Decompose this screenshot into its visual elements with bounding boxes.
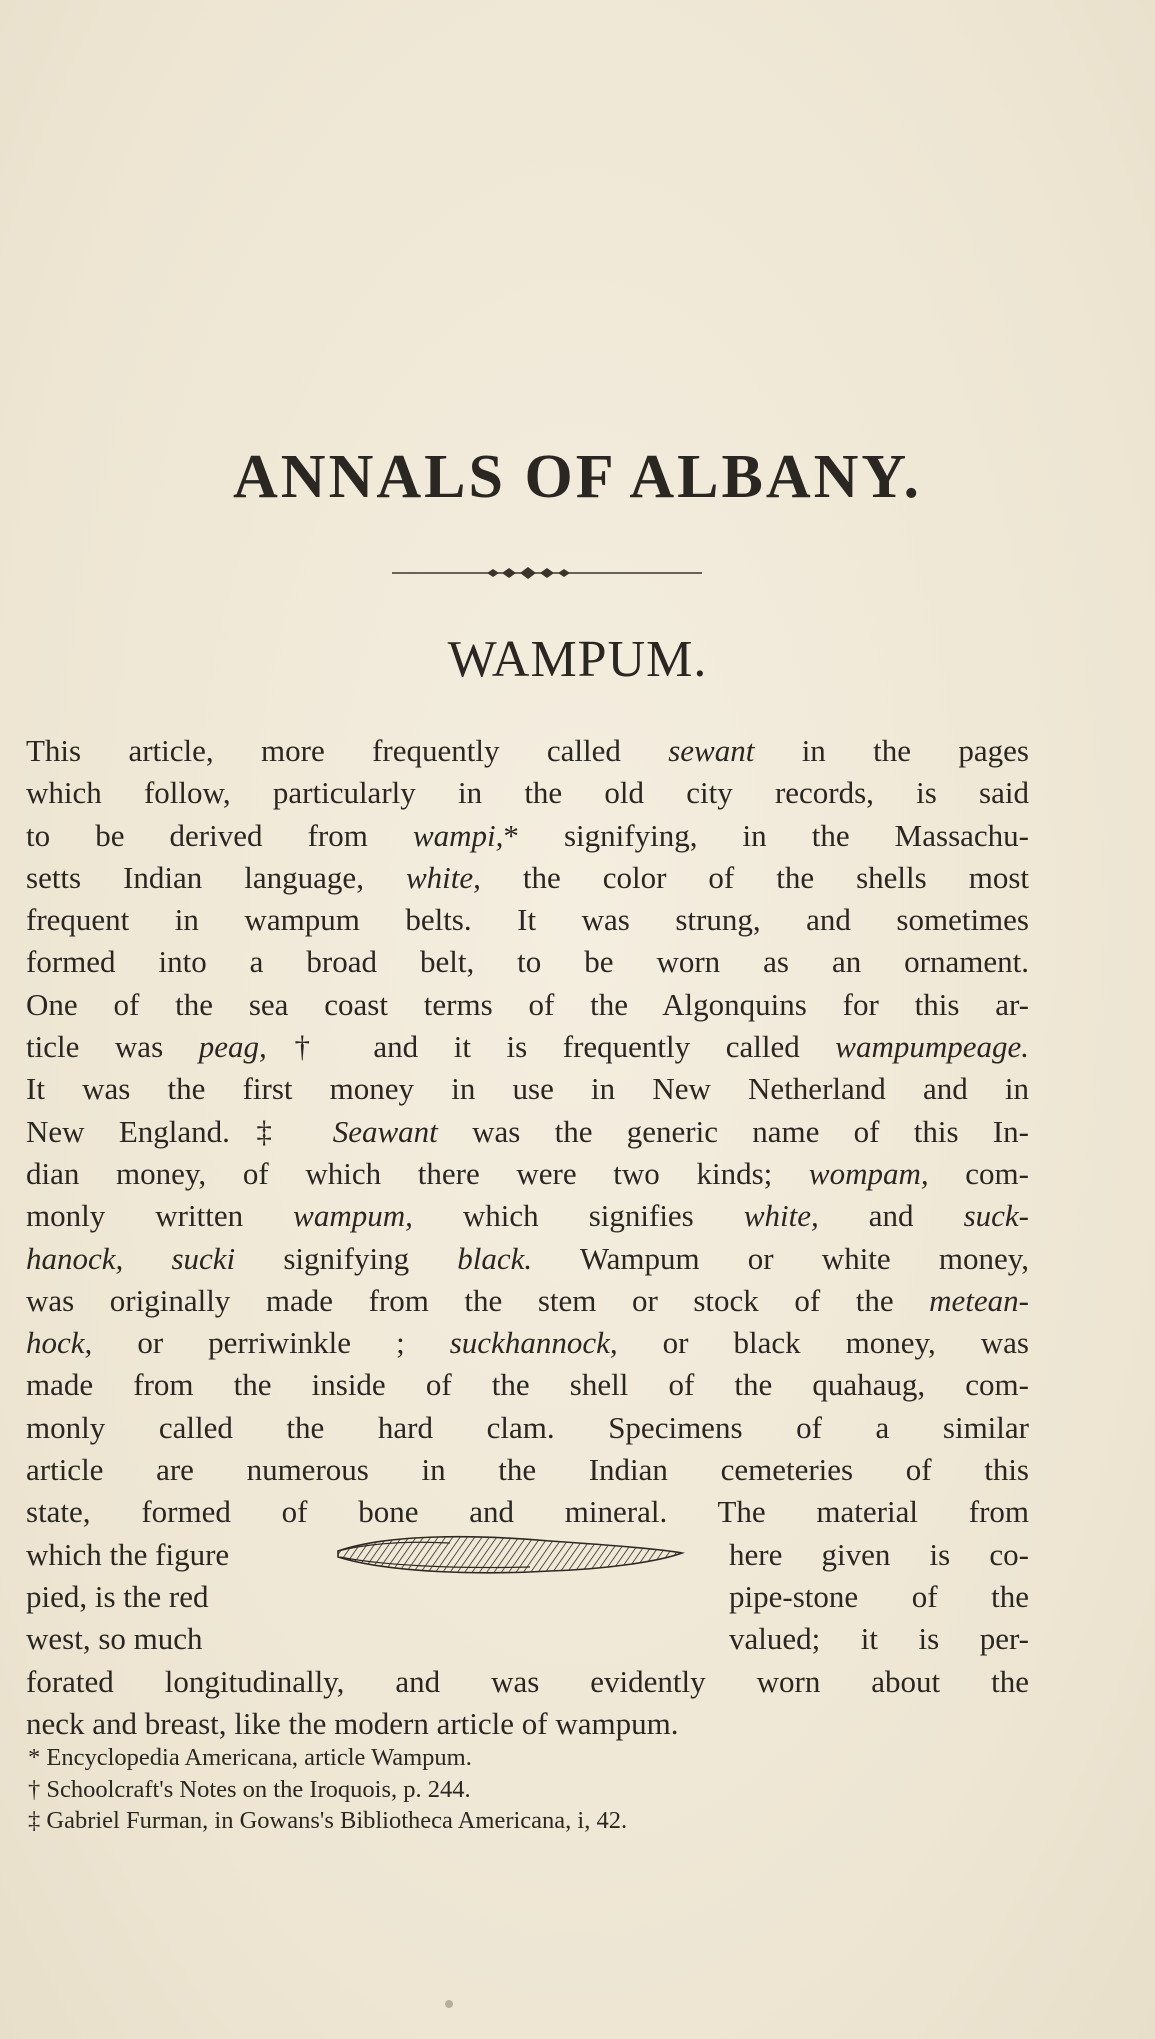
text-run: the color of the shells most	[480, 859, 1029, 895]
body-line	[26, 1068, 1029, 1110]
text-run: in the pages	[754, 733, 1029, 768]
italic-term: peag,	[198, 1029, 267, 1065]
tail-lines	[26, 1661, 1029, 1746]
body-lines	[26, 730, 1029, 1534]
ornament-divider	[392, 566, 702, 580]
text-run: or perriwinkle ;	[92, 1325, 450, 1361]
text-run: * signifying, in the Massachu-	[503, 817, 1029, 853]
figure-row-right: valued; it is per-	[729, 1621, 1029, 1657]
body-line: forated longitudinally, and was evidently worn about the	[26, 1663, 1029, 1699]
italic-term: white,	[405, 859, 481, 895]
footnote-2: † Schoolcraft's Notes on the Iroquois, p. 244.	[28, 1775, 471, 1803]
italic-term: wampi,	[412, 817, 504, 853]
text-run: dian money, of which there were two kinds;	[26, 1155, 809, 1191]
text-run: state, formed of bone and mineral. The material from	[26, 1494, 1029, 1530]
italic-term: wampum,	[293, 1198, 413, 1234]
body-line	[26, 1407, 1029, 1449]
body-line	[26, 1322, 1029, 1364]
italic-term: Seawant	[332, 1113, 438, 1149]
text-run: monly called the hard clam. Specimens of a similar	[26, 1409, 1029, 1445]
body-line	[26, 1195, 1029, 1237]
footnote-1: * Encyclopedia Americana, article Wampum.	[28, 1744, 472, 1771]
italic-term: white,	[743, 1198, 819, 1234]
text-run: to be derived from	[26, 817, 413, 853]
italic-term: metean-	[929, 1282, 1029, 1318]
body-line	[26, 1449, 1029, 1491]
figure-row-left: which the figure	[26, 1536, 230, 1572]
text-run: or black money, was	[617, 1325, 1029, 1361]
text-run: article are numerous in the Indian cemeteries of this	[26, 1452, 1029, 1488]
figure-row-left: pied, is the red	[26, 1578, 209, 1614]
text-run: formed into a broad belt, to be worn as an ornament.	[26, 944, 1029, 980]
figure-row	[26, 1618, 1029, 1660]
body-line	[26, 730, 1029, 772]
figure-row-left: west, so much	[26, 1621, 203, 1657]
italic-term: hanock, sucki	[26, 1240, 236, 1276]
text-run: † and it is frequently called	[266, 1029, 836, 1065]
body-line	[26, 772, 1029, 814]
italic-term: wompam,	[808, 1155, 929, 1191]
section-heading: WAMPUM.	[447, 631, 708, 688]
italic-term: black.	[457, 1240, 533, 1276]
body-line	[26, 1026, 1029, 1068]
text-run: One of the sea coast terms of the Algonquins for this ar-	[26, 986, 1029, 1022]
body-line	[26, 984, 1029, 1026]
body-line	[26, 899, 1029, 941]
body-line	[26, 1111, 1029, 1153]
italic-term: wampumpeage.	[835, 1029, 1029, 1065]
text-run: was the generic name of this In-	[437, 1113, 1030, 1149]
text-run: signifying	[235, 1240, 458, 1276]
text-run: Wampum or white money,	[532, 1240, 1029, 1276]
text-run: This article, more frequently called	[26, 733, 669, 768]
page-blemish	[445, 2000, 453, 2008]
italic-term: suckhannock,	[449, 1325, 618, 1361]
footnotes	[28, 1742, 627, 1837]
text-run: and	[818, 1198, 964, 1234]
text-run: was originally made from the stem or stock of the	[26, 1282, 930, 1318]
text-run: setts Indian language,	[26, 859, 406, 895]
body-line	[26, 1364, 1029, 1406]
text-run: It was the first money in use in New Netherland and in	[26, 1071, 1029, 1107]
text-run: New England.‡	[26, 1113, 333, 1149]
wampum-figure	[330, 1513, 690, 1593]
body-line: neck and breast, like the modern article of wampum.	[26, 1705, 679, 1741]
body-line	[26, 1280, 1029, 1322]
italic-term: sewant	[668, 733, 755, 768]
body-line	[26, 941, 1029, 983]
text-run: which signifies	[412, 1198, 744, 1234]
body-line	[26, 815, 1029, 857]
italic-term: hock,	[26, 1325, 93, 1361]
footnote-3: ‡ Gabriel Furman, in Gowans's Bibliotheca Americana, i, 42.	[28, 1807, 628, 1834]
figure-row-right: pipe-stone of the	[729, 1578, 1029, 1614]
text-run: com-	[928, 1155, 1029, 1191]
body-line	[26, 1153, 1029, 1195]
text-run: monly written	[26, 1198, 294, 1234]
text-run: frequent in wampum belts. It was strung, and sometimes	[26, 902, 1029, 938]
text-run: made from the inside of the shell of the quahaug, com-	[26, 1367, 1029, 1403]
text-run: which follow, particularly in the old city records, is said	[26, 775, 1029, 811]
page-title: ANNALS OF ALBANY.	[233, 443, 922, 511]
figure-row-right: here given is co-	[729, 1536, 1029, 1572]
italic-term: suck-	[963, 1198, 1029, 1234]
text-run: ticle was	[26, 1029, 199, 1065]
body-line	[26, 857, 1029, 899]
body-line	[26, 1238, 1029, 1280]
